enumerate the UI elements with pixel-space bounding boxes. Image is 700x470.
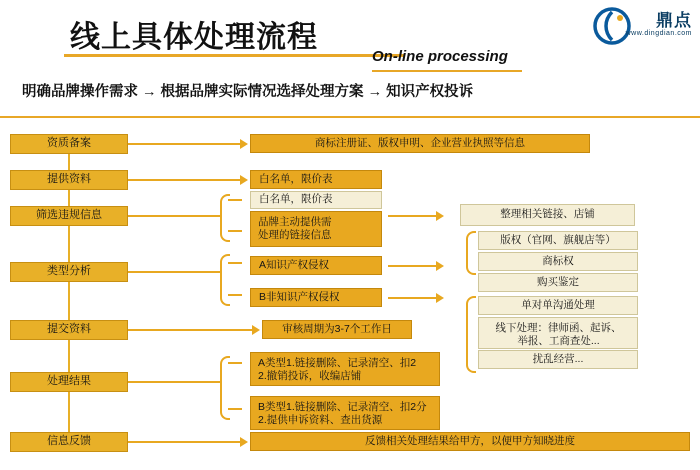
- detail-box-whitelist-1[interactable]: [250, 170, 382, 189]
- stage-box-7[interactable]: [10, 432, 128, 452]
- link-arrow-7: [240, 437, 248, 447]
- link-line-3: [128, 215, 220, 217]
- link-arrow-2: [240, 175, 248, 185]
- right-box-trademark[interactable]: [478, 252, 638, 271]
- brace-non-ip-group: [466, 296, 476, 373]
- detail-label: B非知识产权侵权: [259, 290, 340, 303]
- detail-label-line2: 2.撤销投诉，收编店铺: [258, 370, 362, 383]
- title-underline: [64, 54, 404, 57]
- brace-arm-6b: [228, 408, 242, 410]
- right-box-purchase-appraisal[interactable]: [478, 273, 638, 292]
- link-arrow-1: [240, 139, 248, 149]
- stage-box-4[interactable]: [10, 262, 128, 282]
- stage-label: 提交资料: [47, 323, 91, 336]
- stage-label: 提供资料: [47, 173, 91, 186]
- detail-box-type-b[interactable]: [250, 288, 382, 307]
- brace-arm-4b: [228, 294, 242, 296]
- logo-wordmark: 鼎点: [656, 11, 692, 30]
- right-label: 单对单沟通处理: [521, 298, 595, 311]
- brace-ip-group: [466, 231, 476, 275]
- right-line-2: [388, 265, 436, 267]
- detail-label-line1: A类型1.链接删除、记录清空、扣2: [258, 357, 417, 369]
- link-line-2: [128, 179, 240, 181]
- detail-box-brand-links[interactable]: [250, 211, 382, 247]
- subtitle-underline: [372, 70, 522, 72]
- detail-box-certificates[interactable]: [250, 134, 590, 153]
- detail-label-line2: 处理的链接信息: [258, 229, 332, 242]
- detail-label: 反馈相关处理结果给甲方，以便甲方知晓进度: [365, 434, 575, 447]
- detail-box-result-b[interactable]: [250, 396, 440, 430]
- header-divider: [0, 116, 700, 118]
- stage-box-1[interactable]: [10, 134, 128, 154]
- right-box-disrupt-operation[interactable]: [478, 350, 638, 369]
- right-label-line2: 举报、工商查处...: [517, 335, 600, 348]
- right-line-1: [388, 215, 436, 217]
- stage-connector-2: [68, 190, 70, 206]
- brace-arm-3a: [228, 199, 242, 201]
- right-label: 扰乱经营...: [532, 352, 584, 365]
- brace-arm-4a: [228, 262, 242, 264]
- right-label: 购买鉴定: [537, 275, 579, 288]
- stage-label: 处理结果: [47, 375, 91, 388]
- link-arrow-5: [252, 325, 260, 335]
- right-arrow-2: [436, 261, 444, 271]
- brace-stage-6: [220, 356, 230, 420]
- stage-box-5[interactable]: [10, 320, 128, 340]
- stage-connector-3: [68, 226, 70, 262]
- logo-website: www.dingdian.com: [625, 30, 692, 37]
- detail-box-result-a[interactable]: [250, 352, 440, 386]
- link-line-6: [128, 381, 220, 383]
- right-label: 版权（官网、旗舰店等）: [500, 233, 616, 246]
- page-header: [0, 0, 700, 70]
- detail-box-feedback[interactable]: [250, 432, 690, 451]
- right-arrow-3: [436, 293, 444, 303]
- stage-label: 类型分析: [47, 265, 91, 278]
- right-box-copyright[interactable]: [478, 231, 638, 250]
- right-line-3: [388, 297, 436, 299]
- detail-label: 白名单，限价表: [259, 172, 333, 185]
- right-label-line1: 线下处理：律师函、起诉、: [495, 322, 622, 334]
- page-title: 线上具体处理流程: [70, 21, 318, 54]
- stage-box-6[interactable]: [10, 372, 128, 392]
- stage-connector-5: [68, 340, 70, 372]
- detail-box-type-a[interactable]: [250, 256, 382, 275]
- detail-label: A知识产权侵权: [259, 258, 330, 271]
- detail-label: 审核周期为3-7个工作日: [282, 322, 392, 335]
- detail-box-review-period[interactable]: [262, 320, 412, 339]
- right-box-organize-links[interactable]: [460, 204, 635, 226]
- detail-box-whitelist-2[interactable]: [250, 191, 382, 209]
- link-line-7: [128, 441, 240, 443]
- stage-connector-1: [68, 154, 70, 170]
- page-subtitle: On-line processing: [372, 48, 508, 65]
- right-label: 商标权: [542, 254, 574, 267]
- detail-label-line1: B类型1.链接删除、记录清空、扣2分: [258, 401, 427, 413]
- stage-connector-6: [68, 392, 70, 432]
- brace-arm-6a: [228, 362, 242, 364]
- stage-box-2[interactable]: [10, 170, 128, 190]
- brace-arm-3b: [228, 230, 242, 232]
- link-line-5: [128, 329, 252, 331]
- stage-label: 筛选违规信息: [36, 209, 102, 222]
- right-box-offline-handling[interactable]: [478, 317, 638, 349]
- stage-box-3[interactable]: [10, 206, 128, 226]
- stage-label: 资质备案: [47, 137, 91, 150]
- detail-label-line2: 2.提供申诉资料、查出货源: [258, 414, 383, 427]
- detail-label-line1: 品牌主动提供需: [258, 216, 332, 228]
- stage-label: 信息反馈: [47, 435, 91, 448]
- detail-label: 商标注册证、版权申明、企业营业执照等信息: [315, 136, 525, 149]
- detail-label: 白名单，限价表: [259, 193, 333, 206]
- right-arrow-1: [436, 211, 444, 221]
- link-line-1: [128, 143, 240, 145]
- stage-connector-4: [68, 282, 70, 320]
- right-box-one-on-one[interactable]: [478, 296, 638, 315]
- link-line-4: [128, 271, 220, 273]
- flow-summary-line: 明确品牌操作需求 → 根据品牌实际情况选择处理方案 → 知识产权投诉: [22, 84, 474, 100]
- right-label: 整理相关链接、店铺: [500, 208, 595, 221]
- brace-stage-3: [220, 194, 230, 242]
